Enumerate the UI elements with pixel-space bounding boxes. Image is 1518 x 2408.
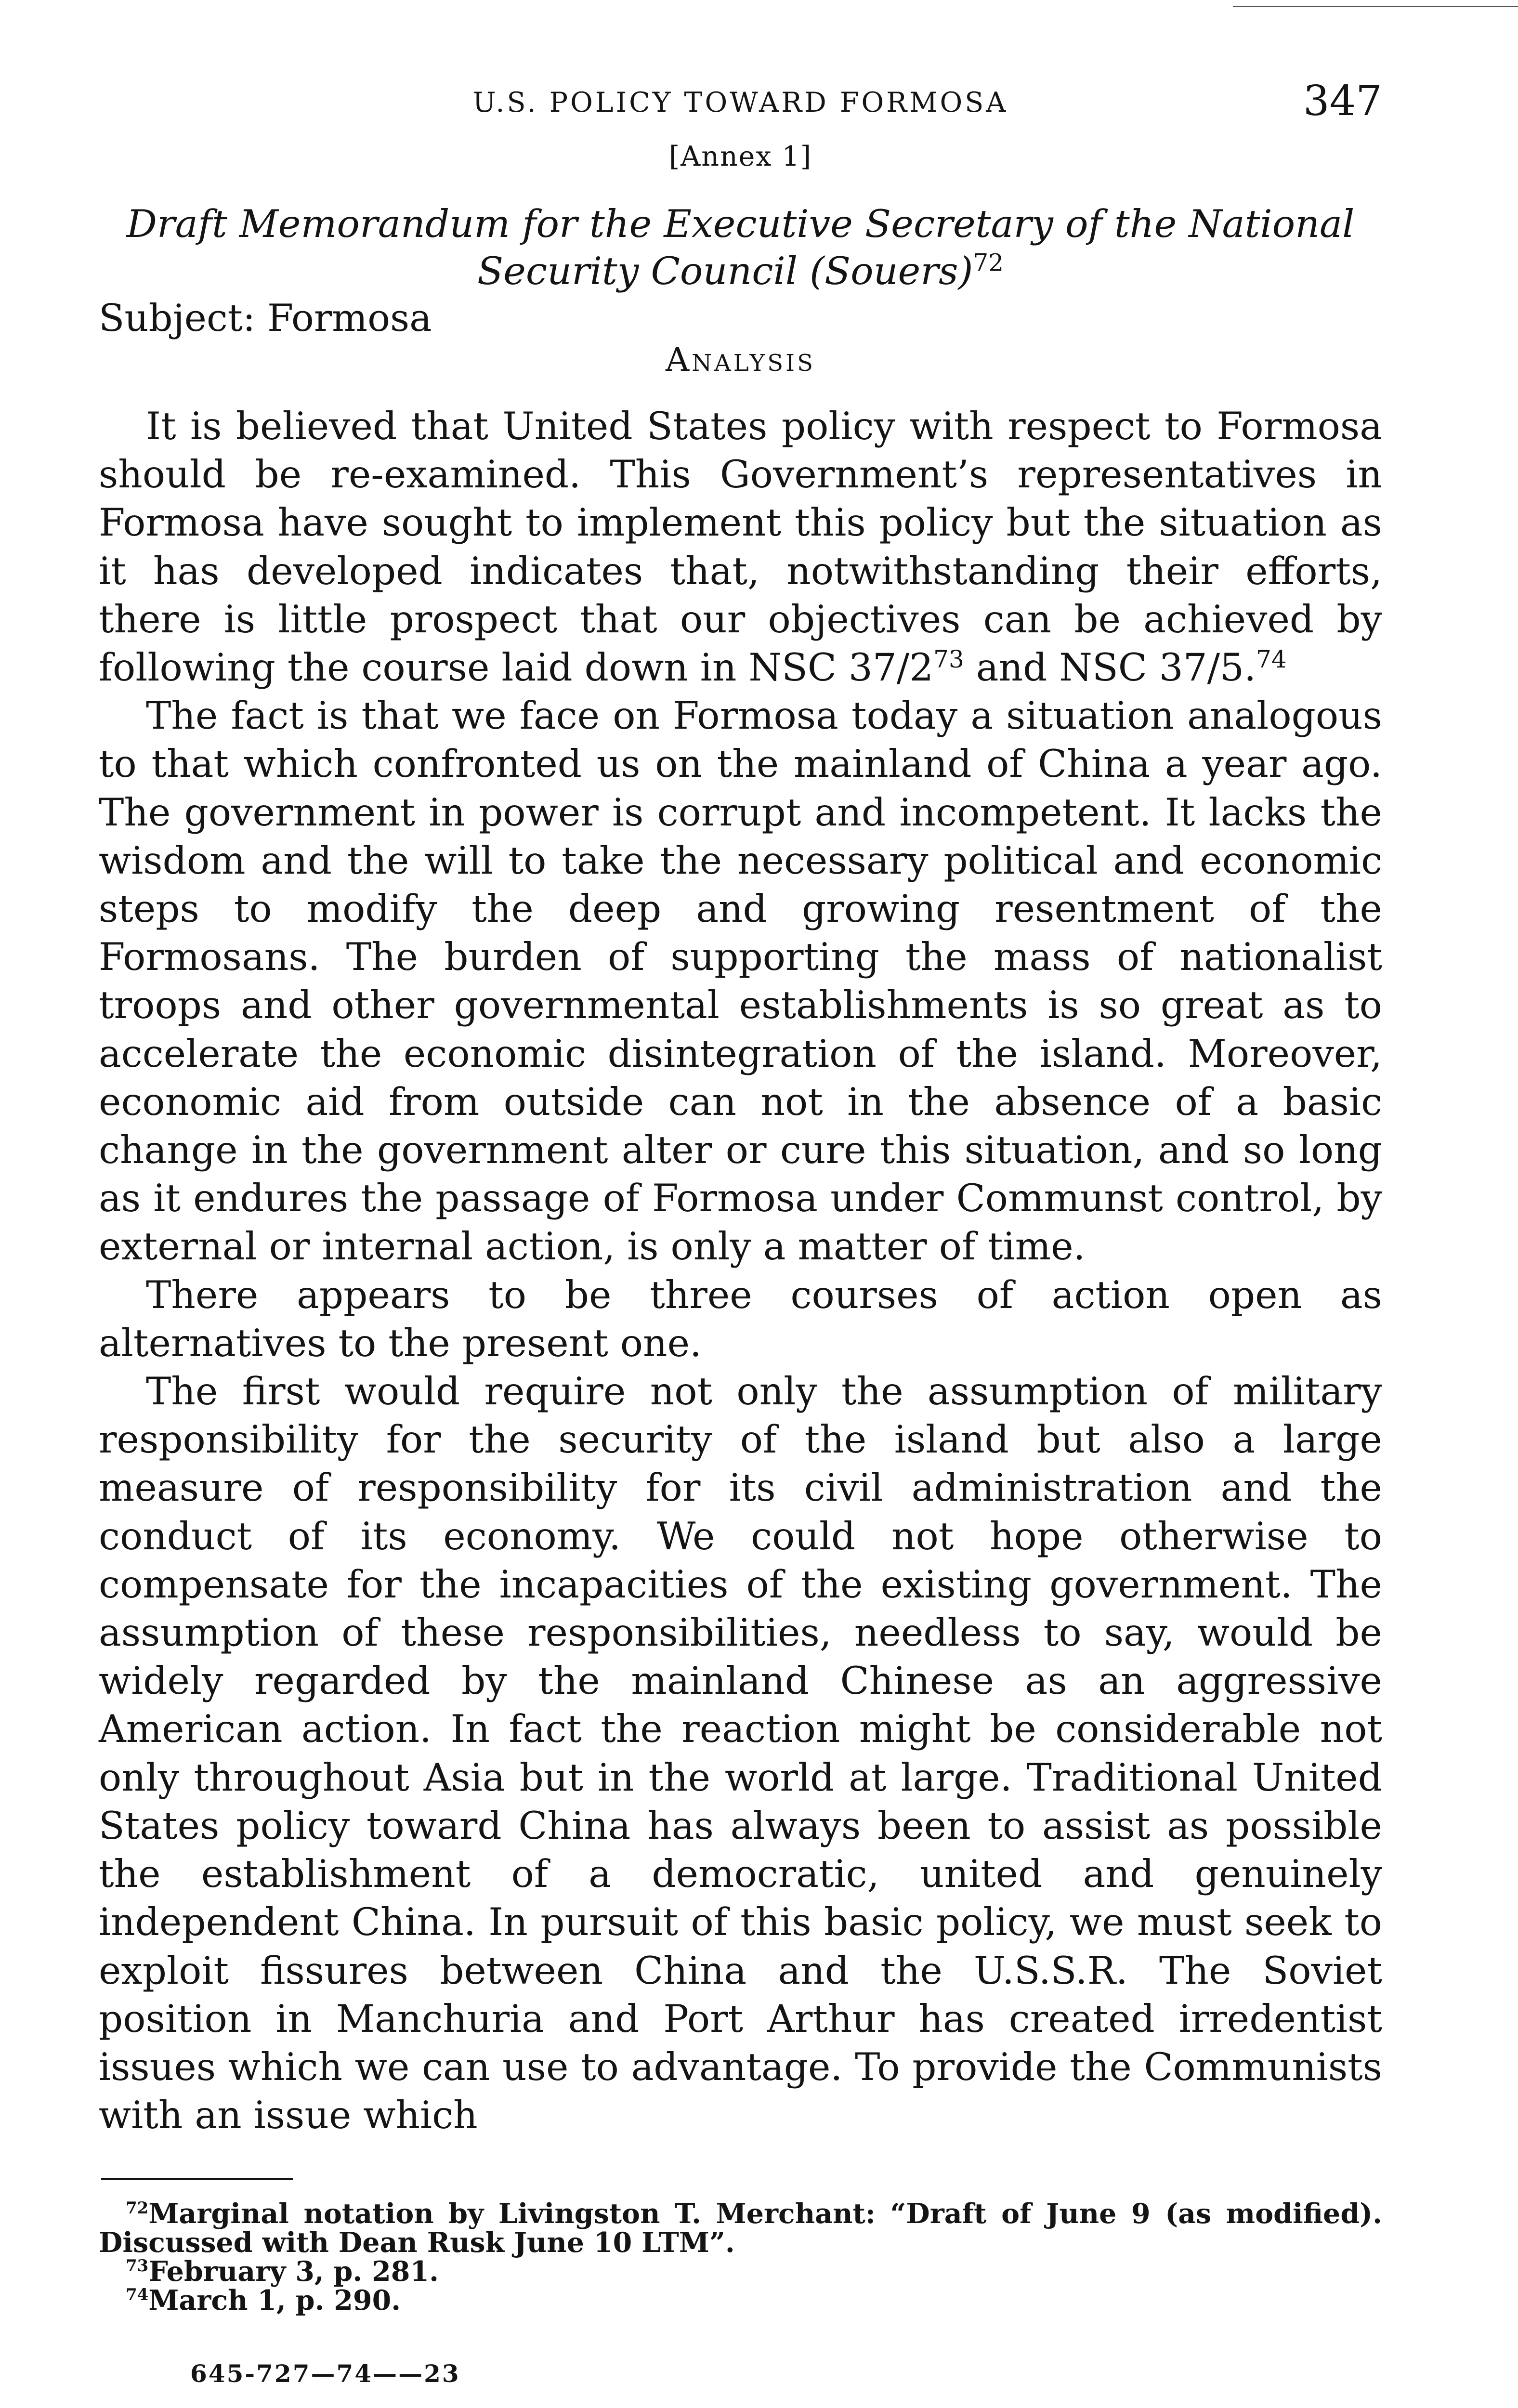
paragraph-3: There appears to be three courses of action open as alternatives to the present one. <box>99 1272 1382 1365</box>
footnote-number: 74 <box>126 2285 149 2305</box>
subject-line: Subject: Formosa <box>99 297 432 340</box>
memo-title <box>99 200 1382 295</box>
paragraph-2: The fact is that we face on Formosa today a situation analogous to that which confronted us on the mainland of China a year ago. The government in power is corrupt and incompetent. It lacks the wisdom and the will to take the necessary political and economic steps to modify the deep and growing resentment of the Formosans. The burden of supporting the mass of nationalist troops and other governmental establishments is so great as to accelerate the economic disintegration of the island. Moreover, economic aid from outside can not in the absence of a basic change in the government alter or cure this situation, and so long as it endures the passage of Formosa under Communst control, by external or internal action, is only a matter of time. <box>99 694 1382 1269</box>
section-heading: Analysis <box>666 341 815 379</box>
paragraph-1-text-end: and NSC 37/5. <box>964 645 1256 690</box>
footnote-ref-72: 72 <box>973 249 1004 277</box>
print-code: 645-727—74——23 <box>190 2359 460 2388</box>
annex-label: [Annex 1] <box>668 141 812 172</box>
footnote-number: 73 <box>126 2256 149 2276</box>
memo-body <box>99 402 1382 2139</box>
footnote-72 <box>99 2199 1382 2257</box>
paragraph-1-text: It is believed that United States policy with respect to Formosa should be re-examined. This Government’s representatives in Formosa have sought to implement this policy but the situation as it has developed indicates that, notwithstanding their efforts, there is little prospect that our objectives can be achieved by following the course laid down in NSC 37/2 <box>99 404 1382 690</box>
page-number: 347 <box>1303 77 1382 125</box>
memo-title-line-2-text: Security Council (Souers) <box>477 249 973 293</box>
document-page <box>99 72 1382 2388</box>
footnote-ref-73: 73 <box>933 645 964 673</box>
footnote-ref-74: 74 <box>1256 645 1287 673</box>
top-edge-rule <box>1233 6 1518 7</box>
footnote-text: March 1, p. 290. <box>148 2284 401 2317</box>
footnotes <box>99 2199 1382 2315</box>
footnote-text: Marginal notation by Livingston T. Merchant: “Draft of June 9 (as modified). Discussed with Dean Rusk June 10 LTM”. <box>99 2198 1382 2259</box>
memo-title-line-1: Draft Memorandum for the Executive Secretary of the National <box>126 202 1355 246</box>
footnote-73 <box>99 2257 1382 2286</box>
footnote-text: February 3, p. 281. <box>148 2255 439 2288</box>
memo-title-line-2 <box>99 248 1382 295</box>
paragraph-1 <box>99 402 1382 692</box>
footnote-divider <box>101 2178 293 2180</box>
running-header <box>99 72 1382 130</box>
footnote-74 <box>99 2286 1382 2315</box>
footnote-number: 72 <box>126 2199 149 2218</box>
running-title: U.S. POLICY TOWARD FORMOSA <box>472 87 1008 118</box>
paragraph-4: The first would require not only the assumption of military responsibility for the security of the island but also a large measure of responsibility for its civil administration and the conduct of its economy. We could not hope otherwise to compensate for the incapacities of the existing government. The assumption of these responsibilities, needless to say, would be widely regarded by the mainland Chinese as an aggressive American action. In fact the reaction might be considerable not only throughout Asia but in the world at large. Traditional United States policy toward China has always been to assist as possible the establishment of a democratic, united and genuinely independent China. In pursuit of this basic policy, we must seek to exploit fissures between China and the U.S.S.R. The Soviet position in Manchuria and Port Arthur has created irredentist issues which we can use to advantage. To provide the Communists with an issue which <box>99 1369 1382 2138</box>
